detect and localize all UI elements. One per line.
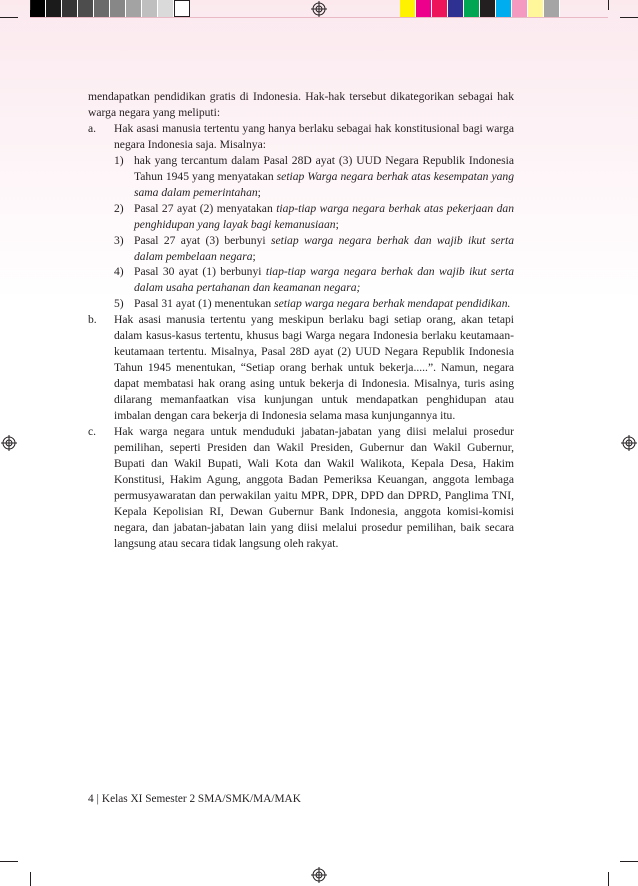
process-color-bar bbox=[400, 0, 560, 17]
gray-swatch bbox=[126, 0, 142, 17]
crop-mark-bottom-left-v bbox=[30, 872, 31, 886]
gray-swatch bbox=[174, 0, 190, 17]
sub-list-marker: 5) bbox=[114, 297, 124, 311]
color-swatch bbox=[464, 0, 480, 17]
sub-list-text bbox=[134, 233, 514, 265]
list-item-text: Hak asasi manusia tertentu yang meskipun berlaku bagi setiap orang, akan tetapi dalam kasus-kasus tertentu, khusus bagi Warga negara Indonesia berlaku keutamaan-keutamaan tertentu. Misalnya, Pasal 28D ayat (2) UUD Negara Republik Indonesia Tahun 1945 menentukan, “Setiap orang berhak untuk bekerja.....”. Namun, negara dapat membatasi hak orang asing untuk bekerja di Indonesia. Misalnya, turis asing dilarang memanfaatkan visa kunjungan untuk mendapatkan penghidupan atau imbalan dengan cara bekerja di Indonesia selama masa kunjungannya itu. bbox=[114, 313, 514, 423]
sub-list-text bbox=[134, 264, 514, 296]
gray-swatch bbox=[158, 0, 174, 17]
registration-mark-bottom bbox=[311, 867, 327, 883]
crop-mark-bottom-right-v bbox=[608, 872, 609, 886]
sub-list-marker: 3) bbox=[114, 233, 124, 247]
sub-list-plain-text: Pasal 30 ayat (1) berbunyi bbox=[134, 265, 266, 279]
color-swatch bbox=[448, 0, 464, 17]
gray-swatch bbox=[46, 0, 62, 17]
sub-list-text bbox=[134, 153, 514, 201]
body-text bbox=[88, 89, 514, 552]
crop-mark-top-left-v bbox=[30, 0, 31, 10]
sub-list-plain-text: Pasal 27 ayat (3) berbunyi bbox=[134, 233, 271, 247]
sub-list-plain-text: hak yang tercantum dalam Pasal 28D ayat (3) UUD Negara Republik Indonesia Tahun 1945 yang menyatakan bbox=[134, 153, 514, 183]
gray-swatch bbox=[30, 0, 46, 17]
sub-list-item bbox=[114, 153, 514, 201]
intro-paragraph: mendapatkan pendidikan gratis di Indonesia. Hak-hak tersebut dikategorikan sebagai hak warga negara yang meliputi: bbox=[88, 90, 514, 119]
color-swatch bbox=[544, 0, 560, 17]
sub-list-item bbox=[114, 296, 514, 312]
gray-swatch bbox=[142, 0, 158, 17]
sub-list-italic-text: setiap Warga negara berhak atas kesempatan yang sama dalam pemerintahan bbox=[134, 169, 514, 199]
registration-mark-top bbox=[311, 1, 327, 17]
sub-list-text bbox=[134, 296, 514, 312]
sub-list-end-punct: ; bbox=[252, 249, 256, 263]
sub-list-end-punct: ; bbox=[335, 217, 339, 231]
sub-list-marker: 1) bbox=[114, 153, 124, 167]
sub-list-item bbox=[114, 233, 514, 265]
sub-list-end-punct: ; bbox=[257, 185, 261, 199]
sub-list-item bbox=[114, 201, 514, 233]
list-item-b bbox=[88, 312, 514, 424]
gray-swatch bbox=[110, 0, 126, 17]
color-swatch bbox=[528, 0, 544, 17]
list-marker: b. bbox=[88, 313, 97, 327]
sub-list-italic-text: setiap warga negara berhak dan wajib ikut serta dalam pembelaan negara bbox=[134, 233, 514, 263]
gray-swatch bbox=[94, 0, 110, 17]
color-swatch bbox=[512, 0, 528, 17]
page-number: 4 bbox=[88, 793, 94, 805]
gray-swatch bbox=[62, 0, 78, 17]
list-item-text: Hak asasi manusia tertentu yang hanya berlaku sebagai hak konstitusional bagi warga negara Indonesia saja. Misalnya: bbox=[114, 121, 514, 151]
page-footer bbox=[88, 793, 301, 805]
sub-list-italic-text: tiap-tiap warga negara berhak dan wajib ikut serta dalam usaha pertahanan dan keamanan negara; bbox=[134, 265, 514, 295]
registration-mark-right bbox=[621, 435, 637, 451]
sub-list-italic-text: setiap warga negara berhak mendapat pendidikan. bbox=[274, 297, 511, 311]
sub-list-italic-text: tiap-tiap warga negara berhak atas pekerjaan dan penghidupan yang layak bagi kemanusiaan bbox=[134, 201, 514, 231]
color-swatch bbox=[496, 0, 512, 17]
sub-list bbox=[114, 153, 514, 313]
sub-list-marker: 4) bbox=[114, 265, 124, 279]
sub-list-text bbox=[134, 201, 514, 233]
color-swatch bbox=[416, 0, 432, 17]
book-title: Kelas XI Semester 2 bbox=[101, 793, 196, 805]
crop-mark-bottom-right-h bbox=[620, 861, 638, 862]
crop-mark-top-right-h bbox=[620, 17, 638, 18]
crop-mark-top-left-h bbox=[0, 17, 18, 18]
sub-list-marker: 2) bbox=[114, 201, 124, 215]
list-marker: a. bbox=[88, 121, 97, 135]
registration-mark-left bbox=[1, 435, 17, 451]
list-marker: c. bbox=[88, 425, 97, 439]
list-item-a bbox=[88, 121, 514, 312]
bleed-line bbox=[30, 17, 608, 18]
list-item-c bbox=[88, 424, 514, 552]
sub-list-item bbox=[114, 264, 514, 296]
crop-mark-top-right-v bbox=[608, 0, 609, 10]
footer-separator: | bbox=[96, 793, 99, 805]
color-swatch bbox=[480, 0, 496, 17]
color-swatch bbox=[400, 0, 416, 17]
list-item-text: Hak warga negara untuk menduduki jabatan-jabatan yang diisi melalui prosedur pemilihan, seperti Presiden dan Wakil Presiden, Gubernur dan Wakil Gubernur, Bupati dan Wakil Bupati, Wali Kota dan Wakil Walikota, Kepala Desa, Hakim Konstitusi, Hakim Agung, anggota Badan Pemeriksa Keuangan, anggota lembaga permusyawaratan dan perwakilan yaitu MPR, DPR, DPD dan DPRD, Panglima TNI, Kepala Kepolisian RI, Dewan Gubernur Bank Indonesia, anggota komisi-komisi negara, dan jabatan-jabatan lain yang diisi melalui prosedur pemilihan, baik secara langsung atau secara tidak langsung oleh rakyat. bbox=[114, 425, 514, 550]
color-swatch bbox=[432, 0, 448, 17]
sub-list-plain-text: Pasal 27 ayat (2) menyatakan bbox=[134, 201, 277, 215]
crop-mark-bottom-left-h bbox=[0, 861, 18, 862]
grayscale-color-bar bbox=[30, 0, 190, 17]
gray-swatch bbox=[78, 0, 94, 17]
sub-list-plain-text: Pasal 31 ayat (1) menentukan bbox=[134, 297, 275, 311]
school-level: SMA/SMK/MA/MAK bbox=[197, 793, 301, 805]
